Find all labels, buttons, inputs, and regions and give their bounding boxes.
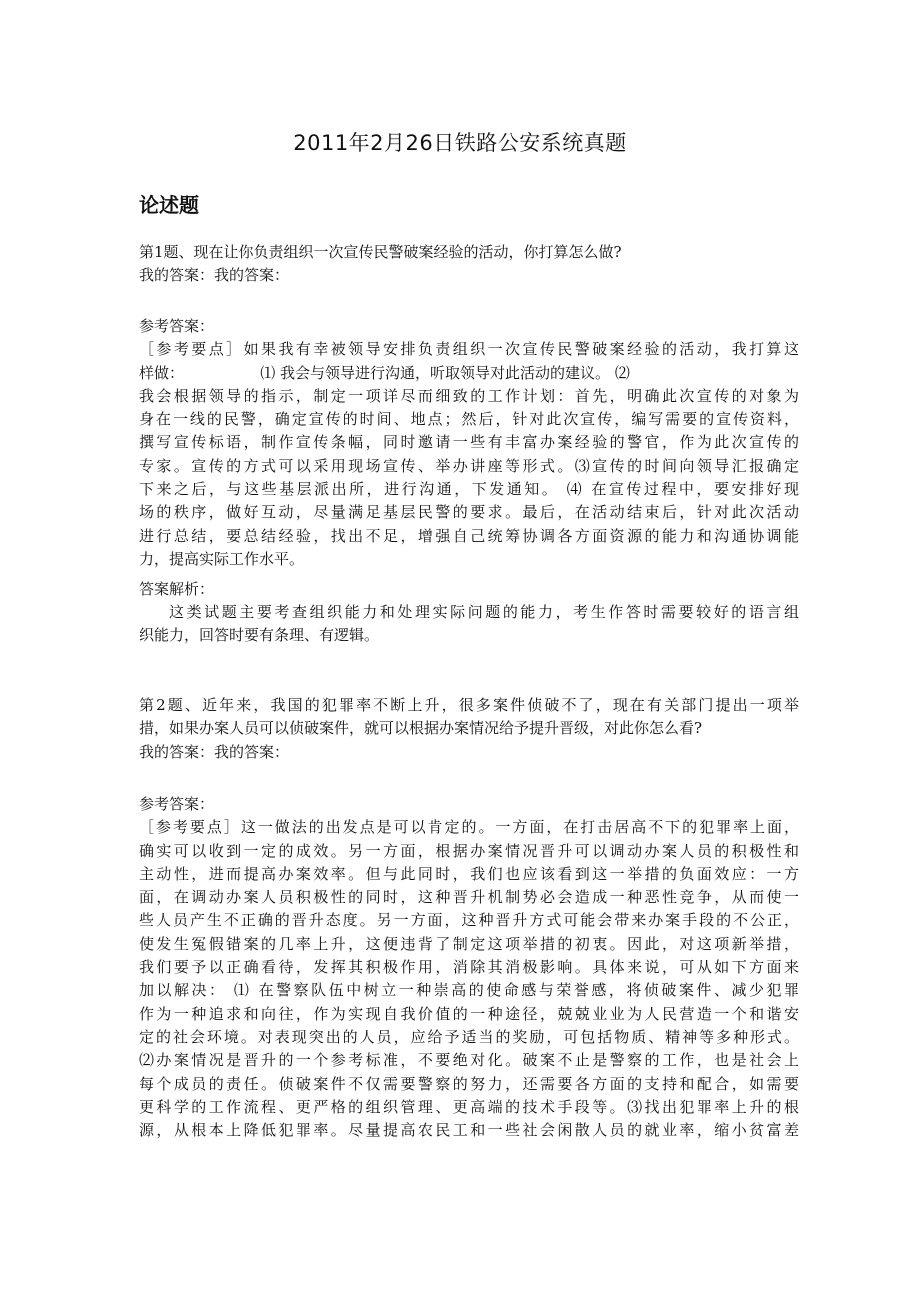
reference-line: 加以解决： ⑴ 在警察队伍中树立一种崇高的使命感与荣誉感，将侦破案件、减少犯罪 [139, 981, 799, 1000]
reference-line: 进行总结，要总结经验，找出不足，增强自己统筹协调各方面资源的能力和沟通协调能 [139, 526, 799, 545]
question-1-analysis [139, 601, 799, 648]
reference-line: 使发生冤假错案的几率上升，这便违背了制定这项举措的初衷。因此，对这项新举措， [139, 934, 799, 953]
reference-line: 撰写宣传标语，制作宣传条幅，同时邀请一些有丰富办案经验的警官，作为此次宣传的 [139, 433, 799, 452]
analysis-line: 这类试题主要考查组织能力和处理实际问题的能力，考生作答时需要较好的语言组 [169, 603, 799, 621]
question-1-my-answer: 我的答案：我的答案： [139, 266, 290, 285]
question-2-my-answer: 我的答案：我的答案： [139, 742, 290, 761]
question-2 [139, 694, 799, 764]
reference-line: 确实可以收到一定的成效。另一方面，根据办案情况晋升可以调动办案人员的积极性和 [139, 841, 799, 860]
reference-label: 参考答案： [139, 317, 215, 335]
question-2-text: 第2题、近年来，我国的犯罪率不断上升，很多案件侦破不了，现在有关部门提出一项举 [139, 696, 799, 714]
question-1-text: 第1题、现在让你负责组织一次宣传民警破案经验的活动，你打算怎么做? [139, 243, 622, 261]
reference-line: ⑵办案情况是晋升的一个参考标准，不要绝对化。破案不止是警察的工作，也是社会上 [139, 1051, 799, 1070]
reference-line: 专家。宣传的方式可以采用现场宣传、举办讲座等形式。⑶宣传的时间向领导汇报确定 [139, 456, 799, 475]
question-1-analysis-label-block [139, 578, 799, 601]
reference-line: 更科学的工作流程、更严格的组织管理、更高端的技术手段等。⑶找出犯罪率上升的根 [139, 1097, 799, 1116]
reference-line: 身在一线的民警，确定宣传的时间、地点；然后，针对此次宣传，编写需要的宣传资料， [139, 410, 799, 429]
analysis-label: 答案解析： [139, 580, 215, 598]
reference-label: 参考答案： [139, 795, 215, 813]
question-2-reference [139, 793, 799, 1142]
analysis-line: 织能力，回答时要有条理、有逻辑。 [139, 626, 380, 645]
reference-line: 定的社会环境。对表现突出的人员，应给予适当的奖励，可包括物质、精神等多种形式。 [139, 1027, 799, 1046]
reference-line: 每个成员的责任。侦破案件不仅需要警察的努力，还需要各方面的支持和配合，如需要 [139, 1074, 799, 1093]
reference-line: 我们要予以正确看待，发挥其积极作用，消除其消极影响。具体来说，可从如下方面来 [139, 958, 799, 977]
document-title: 2011年2月26日铁路公安系统真题 [293, 131, 627, 155]
section-heading: 论述题 [139, 193, 199, 217]
reference-line: ［参考要点］如果我有幸被领导安排负责组织一次宣传民警破案经验的活动，我打算这 [139, 340, 799, 359]
question-1-reference [139, 315, 799, 571]
reference-line: 作为一种追求和向往，作为实现自我价值的一种途径，兢兢业业为人民营造一个和谐安 [139, 1004, 799, 1023]
question-2-text: 措，如果办案人员可以侦破案件，就可以根据办案情况给予提升晋级，对此你怎么看? [139, 719, 703, 738]
reference-line: 主动性，进而提高办案效率。但与此同时，我们也应该看到这一举措的负面效应：一方 [139, 864, 799, 883]
reference-line: 我会根据领导的指示，制定一项详尽而细致的工作计划：首先，明确此次宣传的对象为 [139, 386, 799, 405]
reference-line: 面，在调动办案人员积极性的同时，这种晋升机制势必会造成一种恶性竞争，从而使一 [139, 888, 799, 907]
question-1 [139, 241, 799, 288]
reference-line: 些人员产生不正确的晋升态度。另一方面，这种晋升方式可能会带来办案手段的不公正， [139, 911, 799, 930]
reference-line: ［参考要点］这一做法的出发点是可以肯定的。一方面，在打击居高不下的犯罪率上面， [139, 818, 799, 837]
reference-line: 场的秩序，做好互动，尽量满足基层民警的要求。最后，在活动结束后，针对此次活动 [139, 503, 799, 522]
reference-line: 样做： ⑴ 我会与领导进行沟通，听取领导对此活动的建议。 ⑵ [139, 363, 630, 382]
reference-line: 力，提高实际工作水平。 [139, 549, 305, 568]
reference-line: 下来之后，与这些基层派出所，进行沟通，下发通知。 ⑷ 在宣传过程中，要安排好现 [139, 480, 799, 499]
reference-line: 源，从根本上降低犯罪率。尽量提高农民工和一些社会闲散人员的就业率，缩小贫富差 [139, 1121, 799, 1140]
